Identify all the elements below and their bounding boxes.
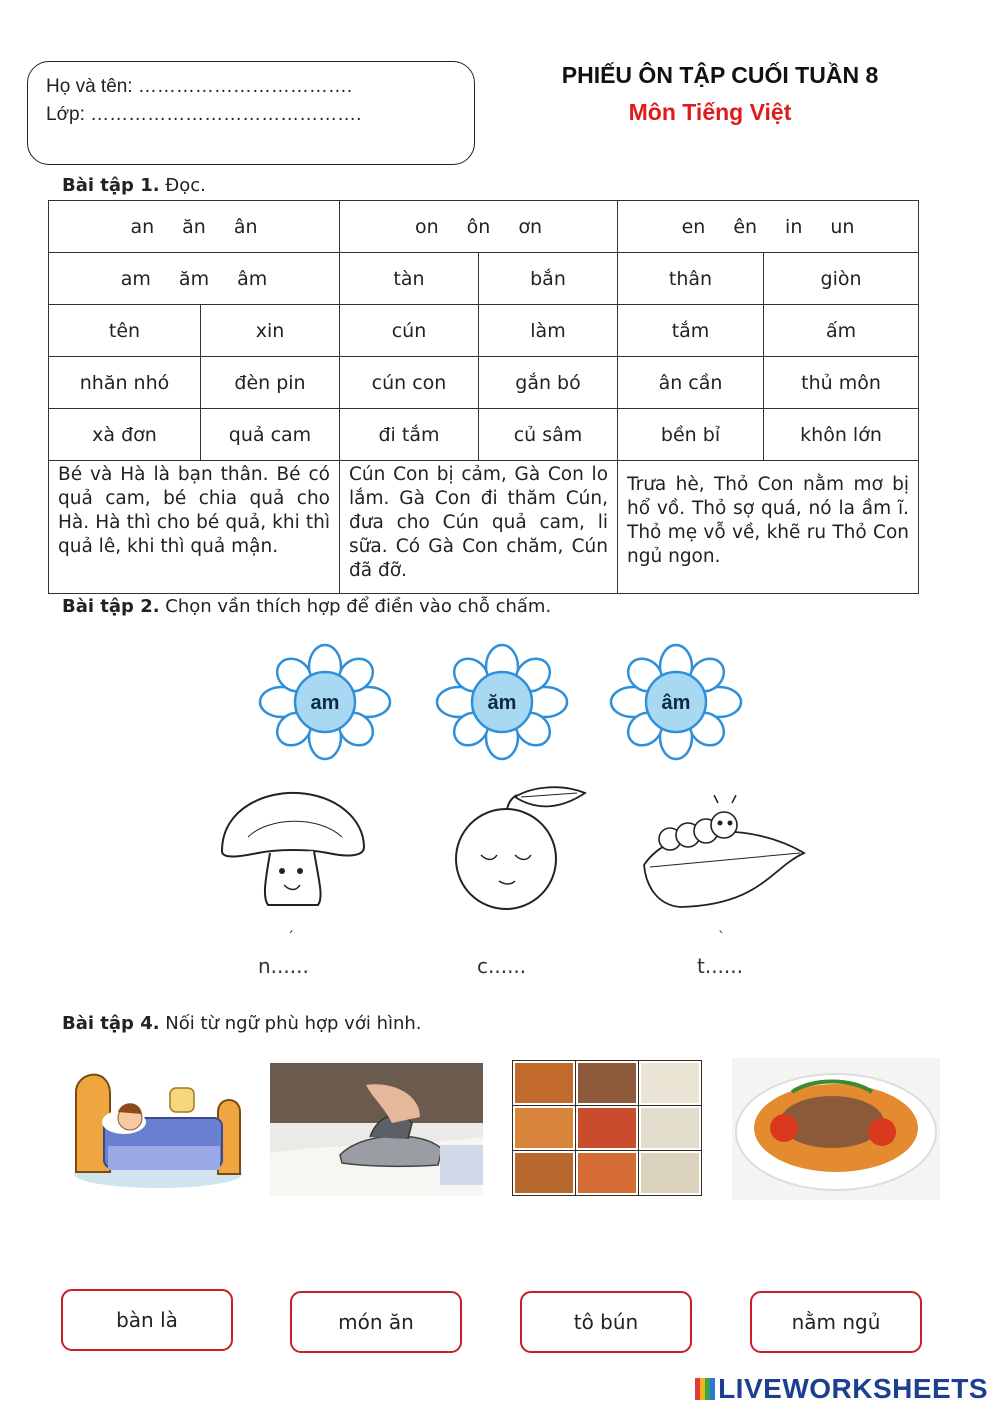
table-row xyxy=(49,461,919,594)
tone-mark-3: ` xyxy=(718,930,725,946)
dishes-collage-image xyxy=(512,1060,702,1196)
flower-label: ăm xyxy=(487,692,517,714)
table-cell: tên xyxy=(49,305,201,357)
syllable: ên xyxy=(733,215,758,238)
table-cell xyxy=(49,253,340,305)
word-box-3[interactable]: tô bún xyxy=(520,1291,692,1353)
table-cell: quả cam xyxy=(201,409,340,461)
table-cell: ấm xyxy=(764,305,919,357)
syllable: âm xyxy=(237,267,268,290)
table-cell: bền bỉ xyxy=(618,409,764,461)
class-field[interactable]: Lớp: ……………………………………. xyxy=(46,104,362,125)
table-cell: gắn bó xyxy=(479,357,618,409)
exercise-2-number: Bài tập 2. xyxy=(62,596,160,617)
flower-label: am xyxy=(310,692,340,714)
table-cell: thủ môn xyxy=(764,357,919,409)
logo-text: LIVEWORKSHEETS xyxy=(718,1373,988,1404)
orange-icon xyxy=(451,785,591,915)
table-cell: cún con xyxy=(340,357,479,409)
syllable: ân xyxy=(233,215,258,238)
exercise-1-instruction: Đọc. xyxy=(159,175,206,196)
table-cell: đi tắm xyxy=(340,409,479,461)
table-cell: giòn xyxy=(764,253,919,305)
syllable: ăn xyxy=(182,215,206,238)
sleeping-child-image xyxy=(68,1062,243,1190)
ironing-image xyxy=(270,1063,483,1196)
exercise-2-label xyxy=(62,596,551,617)
syllable: un xyxy=(830,215,855,238)
syllable: ơn xyxy=(518,215,543,238)
table-cell: khôn lớn xyxy=(764,409,919,461)
table-cell: xin xyxy=(201,305,340,357)
table-cell: xà đơn xyxy=(49,409,201,461)
fill-blank-1[interactable]: n...... xyxy=(258,954,309,978)
fill-blank-2[interactable]: c...... xyxy=(477,954,527,978)
word-box-4[interactable]: nằm ngủ xyxy=(750,1291,922,1353)
table-cell: đèn pin xyxy=(201,357,340,409)
reading-paragraph: Cún Con bị cảm, Gà Con lo lắm. Gà Con đi thăm Cún, đưa cho Cún quả cam, li sữa. Có Gà Con chăm, Cún đã đỡ. xyxy=(340,461,618,594)
table-cell xyxy=(340,201,618,253)
table-cell: nhăn nhó xyxy=(49,357,201,409)
flower-am-breve xyxy=(433,643,571,761)
exercise-1-number: Bài tập 1. xyxy=(62,175,160,196)
syllable: on xyxy=(415,215,439,238)
exercise-4-number: Bài tập 4. xyxy=(62,1013,160,1034)
page-title: PHIẾU ÔN TẬP CUỐI TUẦN 8 xyxy=(561,62,879,88)
table-row xyxy=(49,357,919,409)
exercise-4-instruction: Nối từ ngữ phù hợp với hình. xyxy=(159,1013,422,1034)
table-row xyxy=(49,201,919,253)
table-cell: bắn xyxy=(479,253,618,305)
table-cell: tắm xyxy=(618,305,764,357)
mushroom-icon xyxy=(218,787,368,909)
syllable: am xyxy=(120,267,151,290)
table-cell: củ sâm xyxy=(479,409,618,461)
fill-blank-3[interactable]: t...... xyxy=(697,954,743,978)
table-row xyxy=(49,305,919,357)
exercise-4-label xyxy=(62,1013,422,1034)
exercise-1-label xyxy=(62,175,206,196)
syllable: an xyxy=(130,215,155,238)
table-cell xyxy=(618,201,919,253)
table-cell xyxy=(49,201,340,253)
flower-am xyxy=(256,643,394,761)
page-subtitle: Môn Tiếng Việt xyxy=(628,99,792,125)
syllable: en xyxy=(681,215,706,238)
syllable: ăm xyxy=(178,267,210,290)
table-row xyxy=(49,409,919,461)
table-cell: tàn xyxy=(340,253,479,305)
exercise-2-instruction: Chọn vần thích hợp để điền vào chỗ chấm. xyxy=(159,596,552,617)
syllable: in xyxy=(785,215,803,238)
caterpillar-leaf-icon xyxy=(640,795,810,910)
table-cell: cún xyxy=(340,305,479,357)
reading-table xyxy=(48,200,919,594)
word-box-2[interactable]: món ăn xyxy=(290,1291,462,1353)
noodle-soup-image xyxy=(732,1058,940,1200)
student-info-box xyxy=(27,61,475,165)
logo-mark-icon xyxy=(695,1378,715,1400)
table-cell: ân cần xyxy=(618,357,764,409)
name-field[interactable]: Họ và tên: ……………………………. xyxy=(46,76,353,97)
table-cell: thân xyxy=(618,253,764,305)
flower-am-circumflex xyxy=(607,643,745,761)
liveworksheets-logo xyxy=(695,1373,988,1405)
reading-paragraph: Trưa hè, Thỏ Con nằm mơ bị hổ vồ. Thỏ sợ quá, nó la ầm ĩ. Thỏ mẹ vỗ về, khẽ ru Thỏ Con ngủ ngon. xyxy=(618,461,919,594)
table-cell: làm xyxy=(479,305,618,357)
tone-mark-1: ´ xyxy=(287,930,294,946)
table-row xyxy=(49,253,919,305)
word-box-1[interactable]: bàn là xyxy=(61,1289,233,1351)
syllable: ôn xyxy=(466,215,491,238)
reading-paragraph: Bé và Hà là bạn thân. Bé có quả cam, bé chia quả cho Hà. Hà thì cho bé quả, khi thì quả lê, khi thì quả mận. xyxy=(49,461,340,594)
flower-label: âm xyxy=(661,692,691,714)
